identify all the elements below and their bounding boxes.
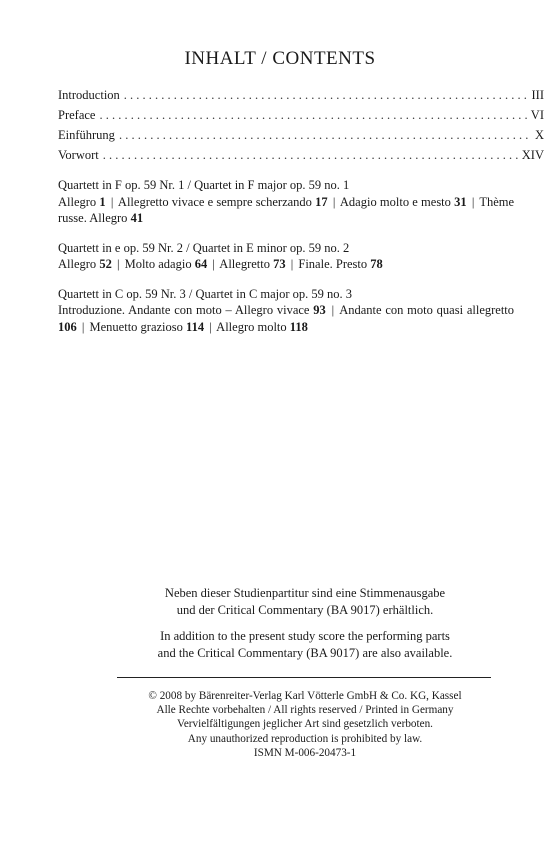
movement-item <box>216 320 308 334</box>
movement-page: 52 <box>99 257 112 271</box>
quartet-list <box>58 177 514 348</box>
movement-page: 106 <box>58 319 77 334</box>
reproduction-en-line: Any unauthorized reproduction is prohibited by law. <box>187 732 423 745</box>
movement-name: Adagio molto e mesto <box>339 194 451 209</box>
copyright-block <box>0 689 560 760</box>
movement-name: Allegretto <box>219 257 270 271</box>
separator: | <box>331 303 335 317</box>
movement-name: Allegro <box>58 257 97 271</box>
movement-page: 93 <box>313 303 326 317</box>
movement-name: Allegretto vivace e sempre scherzando <box>117 194 312 209</box>
note-english <box>0 628 560 661</box>
movement-list <box>58 302 514 335</box>
quartet-entry <box>58 240 514 273</box>
movement-name: Allegro <box>58 194 97 209</box>
movement-item <box>298 257 382 271</box>
movement-list <box>58 256 514 273</box>
dot-leader <box>103 148 518 163</box>
movement-page: 41 <box>130 211 144 225</box>
toc-entry-einfuehrung <box>58 128 544 148</box>
movement-list <box>58 194 514 227</box>
note-german <box>0 585 560 618</box>
separator: | <box>471 194 475 209</box>
movement-item <box>58 195 106 209</box>
note-line: und der Critical Commentary (BA 9017) erhältlich. <box>176 602 434 617</box>
movement-name: Introduzione. Andante con moto – Allegro vivace <box>58 303 310 317</box>
movement-name: Andante con moto quasi allegretto <box>339 303 515 317</box>
front-matter-list <box>58 88 544 168</box>
availability-note <box>0 585 560 671</box>
toc-entry-label: Introduction <box>58 88 120 102</box>
toc-entry-introduction <box>58 88 544 108</box>
toc-entry-page: X <box>534 128 544 142</box>
note-line: Neben dieser Studienpartitur sind eine Stimmenausgabe <box>164 586 446 600</box>
movement-name: Molto adagio <box>124 257 192 271</box>
separator: | <box>209 319 212 334</box>
toc-entry-label: Einführung <box>58 128 115 142</box>
divider <box>117 677 491 678</box>
movement-page: 17 <box>315 194 328 209</box>
reproduction-de-line: Vervielfältigungen jeglicher Art sind gesetzlich verboten. <box>177 718 433 731</box>
movement-item <box>219 257 285 271</box>
movement-item <box>340 195 467 209</box>
quartet-title: Quartett in e op. 59 Nr. 2 / Quartet in E minor op. 59 no. 2 <box>58 240 350 255</box>
movement-name: Allegro molto <box>216 319 287 334</box>
quartet-entry <box>58 177 514 227</box>
movement-page: 73 <box>273 257 286 271</box>
movement-item <box>90 320 205 334</box>
toc-entry-page: III <box>531 88 544 102</box>
ismn-line: ISMN M-006-20473-1 <box>253 746 357 759</box>
quartet-entry <box>58 286 514 336</box>
movement-item <box>118 195 328 209</box>
movement-page: 78 <box>370 257 383 271</box>
separator: | <box>116 257 120 271</box>
toc-entry-label: Preface <box>58 108 96 122</box>
page-title: INHALT / CONTENTS <box>184 48 376 69</box>
movement-item <box>58 303 326 317</box>
rights-line: Alle Rechte vorbehalten / All rights reserved / Printed in Germany <box>156 704 454 717</box>
movement-page: 31 <box>454 194 467 209</box>
toc-entry-label: Vorwort <box>58 148 99 162</box>
separator: | <box>81 319 85 334</box>
toc-entry-page: VI <box>530 108 544 122</box>
dot-leader <box>119 128 531 143</box>
note-line: In addition to the present study score the performing parts <box>160 629 450 643</box>
separator: | <box>332 194 336 209</box>
movement-name: Finale. Presto <box>298 257 368 271</box>
quartet-title: Quartett in C op. 59 Nr. 3 / Quartet in C major op. 59 no. 3 <box>58 286 353 301</box>
note-line: and the Critical Commentary (BA 9017) are also available. <box>157 645 453 660</box>
movement-item <box>125 257 208 271</box>
separator: | <box>212 257 215 271</box>
separator: | <box>290 257 294 271</box>
dot-leader <box>124 88 528 103</box>
movement-page: 118 <box>289 319 308 334</box>
toc-entry-page: XIV <box>521 148 544 162</box>
copyright-line: © 2008 by Bärenreiter-Verlag Karl Vötterle GmbH & Co. KG, Kassel <box>148 690 462 702</box>
toc-entry-vorwort <box>58 148 544 168</box>
quartet-title: Quartett in F op. 59 Nr. 1 / Quartet in F major op. 59 no. 1 <box>58 178 350 192</box>
movement-item <box>58 257 112 271</box>
movement-name: Menuetto grazioso <box>89 319 183 334</box>
dot-leader <box>99 108 526 123</box>
movement-page: 114 <box>186 319 205 334</box>
movement-page: 64 <box>194 257 208 271</box>
toc-entry-preface <box>58 108 544 128</box>
separator: | <box>110 194 114 209</box>
movement-page: 1 <box>99 194 106 209</box>
movement-name: Thème russe. Allegro <box>58 194 515 225</box>
